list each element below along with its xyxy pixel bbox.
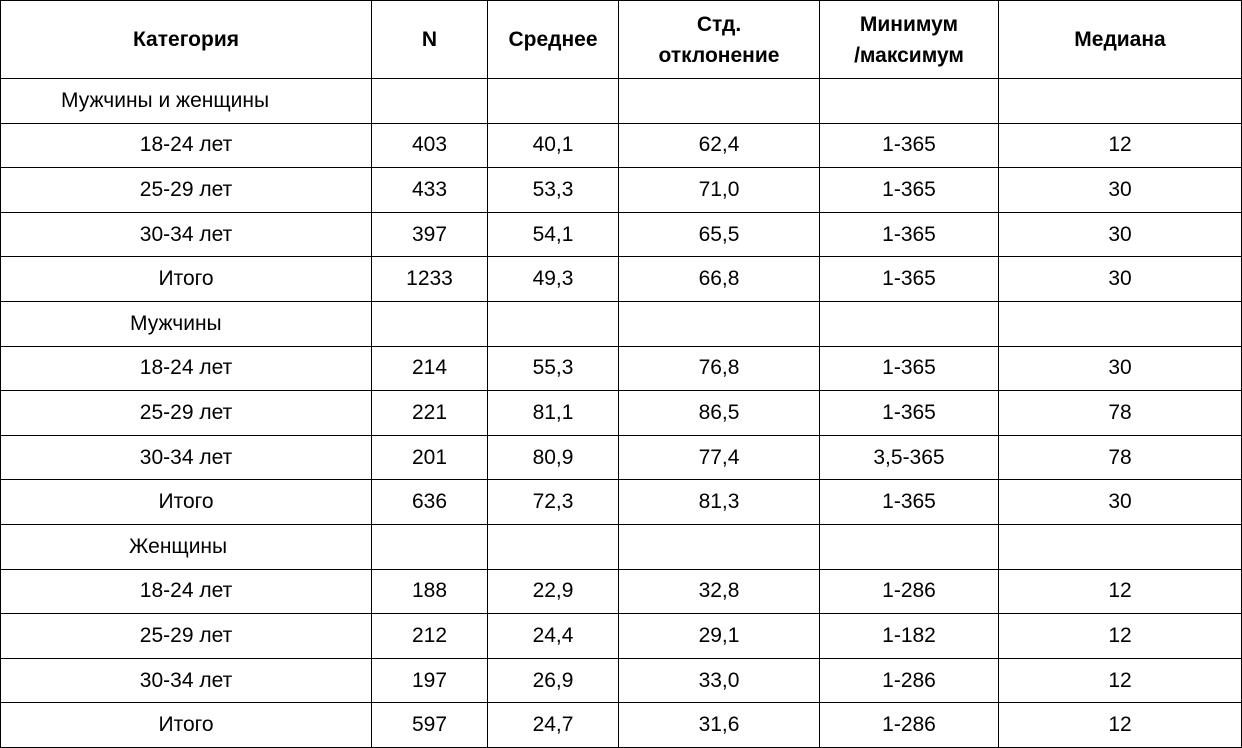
header-median: Медиана <box>999 1 1242 79</box>
empty-cell <box>820 524 999 569</box>
group-label-text: Женщины <box>129 534 228 558</box>
row-mean: 40,1 <box>488 123 619 168</box>
empty-cell <box>619 301 820 346</box>
row-min-max: 1-182 <box>820 614 999 659</box>
row-median: 30 <box>999 257 1242 302</box>
empty-cell <box>820 79 999 124</box>
row-std-dev: 66,8 <box>619 257 820 302</box>
row-std-dev: 77,4 <box>619 435 820 480</box>
row-min-max: 1-365 <box>820 346 999 391</box>
empty-cell <box>372 301 488 346</box>
row-n: 433 <box>372 168 488 213</box>
header-n: N <box>372 1 488 79</box>
row-n: 197 <box>372 658 488 703</box>
row-mean: 49,3 <box>488 257 619 302</box>
group-header-row <box>1 524 1242 569</box>
table-row <box>1 435 1242 480</box>
row-min-max: 1-365 <box>820 391 999 436</box>
group-label <box>1 301 372 346</box>
row-median: 78 <box>999 391 1242 436</box>
empty-cell <box>820 301 999 346</box>
table-row <box>1 703 1242 748</box>
row-median: 30 <box>999 168 1242 213</box>
row-median: 12 <box>999 614 1242 659</box>
row-n: 636 <box>372 480 488 525</box>
row-n: 212 <box>372 614 488 659</box>
row-std-dev: 76,8 <box>619 346 820 391</box>
row-category: Итого <box>1 257 372 302</box>
row-category: 18-24 лет <box>1 569 372 614</box>
table-header <box>1 1 1242 79</box>
group-label-text: Мужчины <box>130 311 222 335</box>
header-category: Категория <box>1 1 372 79</box>
group-label <box>1 524 372 569</box>
group-label-text: Мужчины и женщины <box>61 88 270 112</box>
row-median: 30 <box>999 480 1242 525</box>
empty-cell <box>999 79 1242 124</box>
row-mean: 24,4 <box>488 614 619 659</box>
table-body <box>1 79 1242 748</box>
row-std-dev: 81,3 <box>619 480 820 525</box>
row-std-dev: 33,0 <box>619 658 820 703</box>
table-row <box>1 212 1242 257</box>
row-n: 1233 <box>372 257 488 302</box>
row-std-dev: 29,1 <box>619 614 820 659</box>
table-row <box>1 123 1242 168</box>
row-category: Итого <box>1 703 372 748</box>
row-n: 221 <box>372 391 488 436</box>
header-min-max-text: Минимум /максимум <box>854 12 964 67</box>
row-std-dev: 71,0 <box>619 168 820 213</box>
row-category: 30-34 лет <box>1 658 372 703</box>
empty-cell <box>488 301 619 346</box>
row-min-max: 1-286 <box>820 703 999 748</box>
empty-cell <box>619 79 820 124</box>
row-median: 12 <box>999 703 1242 748</box>
empty-cell <box>999 524 1242 569</box>
row-median: 30 <box>999 212 1242 257</box>
row-n: 188 <box>372 569 488 614</box>
row-std-dev: 31,6 <box>619 703 820 748</box>
row-category: 25-29 лет <box>1 614 372 659</box>
group-header-row <box>1 301 1242 346</box>
row-min-max: 1-365 <box>820 168 999 213</box>
row-min-max: 1-365 <box>820 257 999 302</box>
row-min-max: 1-365 <box>820 480 999 525</box>
row-median: 12 <box>999 569 1242 614</box>
row-std-dev: 65,5 <box>619 212 820 257</box>
row-mean: 22,9 <box>488 569 619 614</box>
empty-cell <box>372 524 488 569</box>
table-row <box>1 391 1242 436</box>
table-row <box>1 346 1242 391</box>
row-category: Итого <box>1 480 372 525</box>
header-std-dev <box>619 1 820 79</box>
table-row <box>1 658 1242 703</box>
header-mean: Среднее <box>488 1 619 79</box>
row-category: 25-29 лет <box>1 168 372 213</box>
row-std-dev: 86,5 <box>619 391 820 436</box>
table-row <box>1 480 1242 525</box>
empty-cell <box>488 524 619 569</box>
row-min-max: 1-286 <box>820 658 999 703</box>
row-mean: 53,3 <box>488 168 619 213</box>
empty-cell <box>619 524 820 569</box>
table-row <box>1 168 1242 213</box>
row-median: 12 <box>999 658 1242 703</box>
header-std-dev-text: Стд. отклонение <box>658 12 780 67</box>
empty-cell <box>488 79 619 124</box>
row-median: 30 <box>999 346 1242 391</box>
row-n: 214 <box>372 346 488 391</box>
row-median: 12 <box>999 123 1242 168</box>
row-mean: 80,9 <box>488 435 619 480</box>
row-n: 397 <box>372 212 488 257</box>
row-category: 18-24 лет <box>1 123 372 168</box>
row-category: 30-34 лет <box>1 435 372 480</box>
row-n: 403 <box>372 123 488 168</box>
row-mean: 55,3 <box>488 346 619 391</box>
table-row <box>1 614 1242 659</box>
row-category: 30-34 лет <box>1 212 372 257</box>
row-min-max: 1-365 <box>820 123 999 168</box>
group-label <box>1 79 372 124</box>
empty-cell <box>372 79 488 124</box>
row-n: 201 <box>372 435 488 480</box>
row-mean: 72,3 <box>488 480 619 525</box>
row-mean: 54,1 <box>488 212 619 257</box>
table-row <box>1 569 1242 614</box>
row-mean: 81,1 <box>488 391 619 436</box>
row-min-max: 1-365 <box>820 212 999 257</box>
row-mean: 26,9 <box>488 658 619 703</box>
row-median: 78 <box>999 435 1242 480</box>
row-min-max: 3,5-365 <box>820 435 999 480</box>
group-header-row <box>1 79 1242 124</box>
header-min-max <box>820 1 999 79</box>
header-row <box>1 1 1242 79</box>
row-n: 597 <box>372 703 488 748</box>
table-row <box>1 257 1242 302</box>
row-std-dev: 32,8 <box>619 569 820 614</box>
row-category: 18-24 лет <box>1 346 372 391</box>
row-mean: 24,7 <box>488 703 619 748</box>
row-category: 25-29 лет <box>1 391 372 436</box>
row-min-max: 1-286 <box>820 569 999 614</box>
row-std-dev: 62,4 <box>619 123 820 168</box>
empty-cell <box>999 301 1242 346</box>
